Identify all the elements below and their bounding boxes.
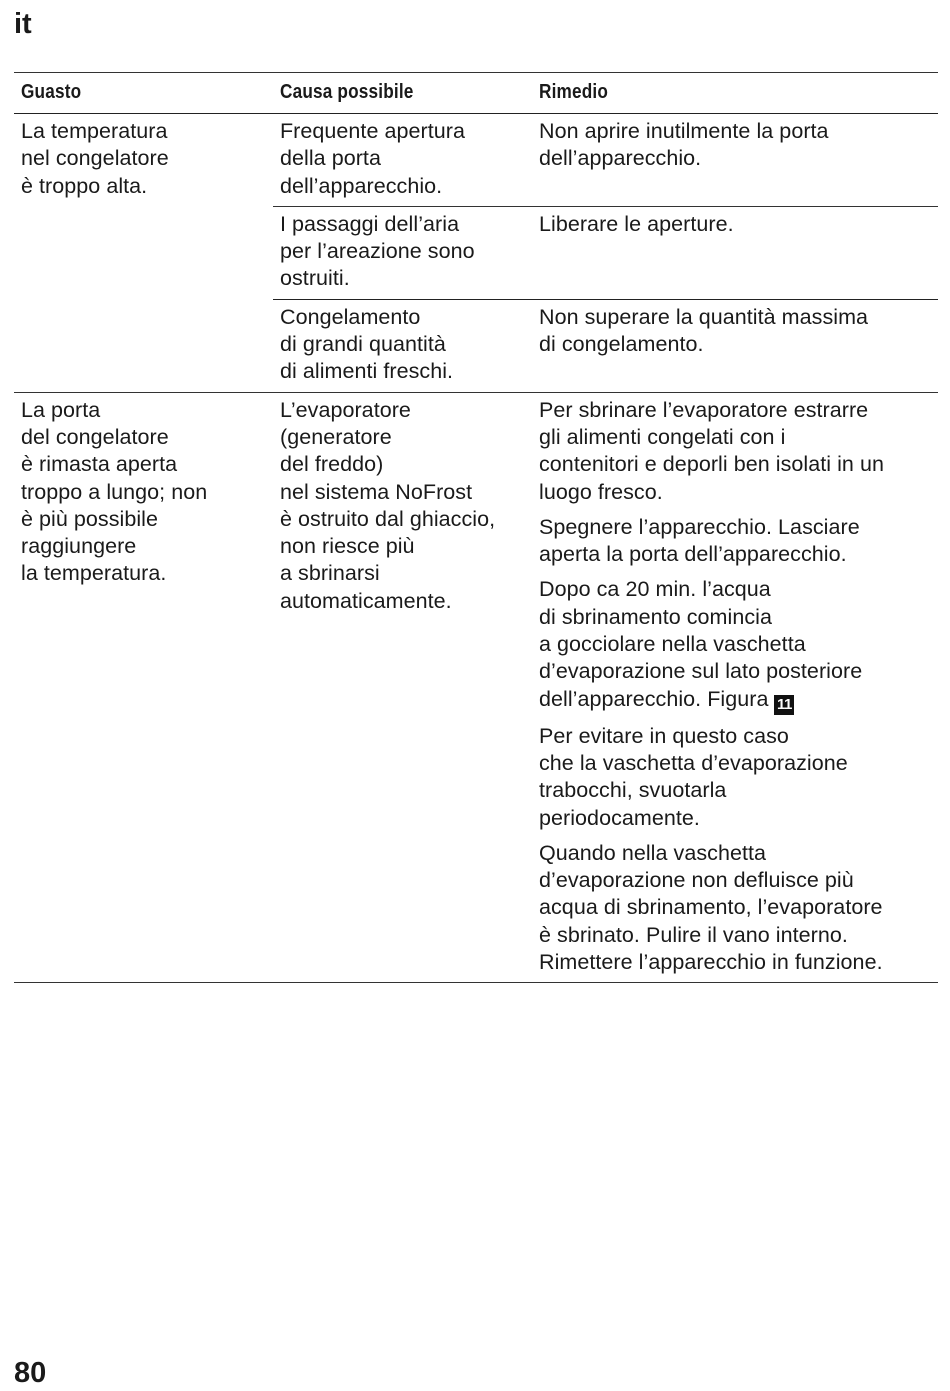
remedy-cell: Liberare le aperture. [539,211,734,236]
header-cause: Causa possibile [280,81,414,103]
header-fault: Guasto [21,81,82,103]
table-row [273,207,938,299]
remedy-paragraph-text: Dopo ca 20 min. l’acqua di sbrinamento comincia a gocciolare nella vaschetta d’evaporazione sul lato posteriore dell’apparecchio. Figura [539,577,863,711]
cause-cell: Congelamento di grandi quantità di alimenti freschi. [280,304,454,384]
table-bottom-rule [14,982,938,983]
remedy-cell: Non aprire inutilmente la porta dell’apparecchio. [539,119,829,171]
remedy-paragraph: Per evitare in questo caso che la vaschetta d’evaporazione trabocchi, svuotarla periodocamente. [539,723,848,830]
header-remedy: Rimedio [539,81,609,103]
troubleshooting-table [14,72,938,983]
remedy-cell [532,393,938,983]
remedy-paragraph: Per sbrinare l’evaporatore estrarre gli alimenti congelati con i contenitori e deporli ben isolati in un luogo fresco. [539,397,884,504]
page-number: 80 [14,1357,47,1389]
table-row [273,300,938,392]
language-code: it [14,8,32,40]
table-row [273,393,938,983]
fault-cell: La temperatura nel congelatore è troppo alta. [21,119,169,198]
figure-reference-icon: 11 [774,695,794,715]
cause-cell: L’evaporatore (generatore del freddo) nel sistema NoFrost è ostruito dal ghiaccio, non riesce più a sbrinarsi automaticamente. [280,397,496,613]
remedy-cell: Non superare la quantità massima di congelamento. [539,304,869,357]
remedy-paragraph-with-figure [539,576,938,714]
table-group-temperature [14,114,938,392]
cause-cell: Frequente apertura della porta dell’apparecchio. [280,119,465,198]
fault-cell: La porta del congelatore è rimasta aperta troppo a lungo; non è più possibile raggiungere la temperatura. [21,397,208,586]
table-group-door-open [14,393,938,983]
cause-cell: I passaggi dell’aria per l’areazione sono ostruiti. [280,211,475,291]
table-row [273,114,938,206]
remedy-paragraph: Spegnere l’apparecchio. Lasciare aperta la porta dell’apparecchio. [539,514,860,567]
remedy-paragraph: Quando nella vaschetta d’evaporazione non defluisce più acqua di sbrinamento, l’evaporatore è sbrinato. Pulire il vano interno. Rimettere l’apparecchio in funzione. [539,840,883,975]
table-header-row [14,73,938,113]
